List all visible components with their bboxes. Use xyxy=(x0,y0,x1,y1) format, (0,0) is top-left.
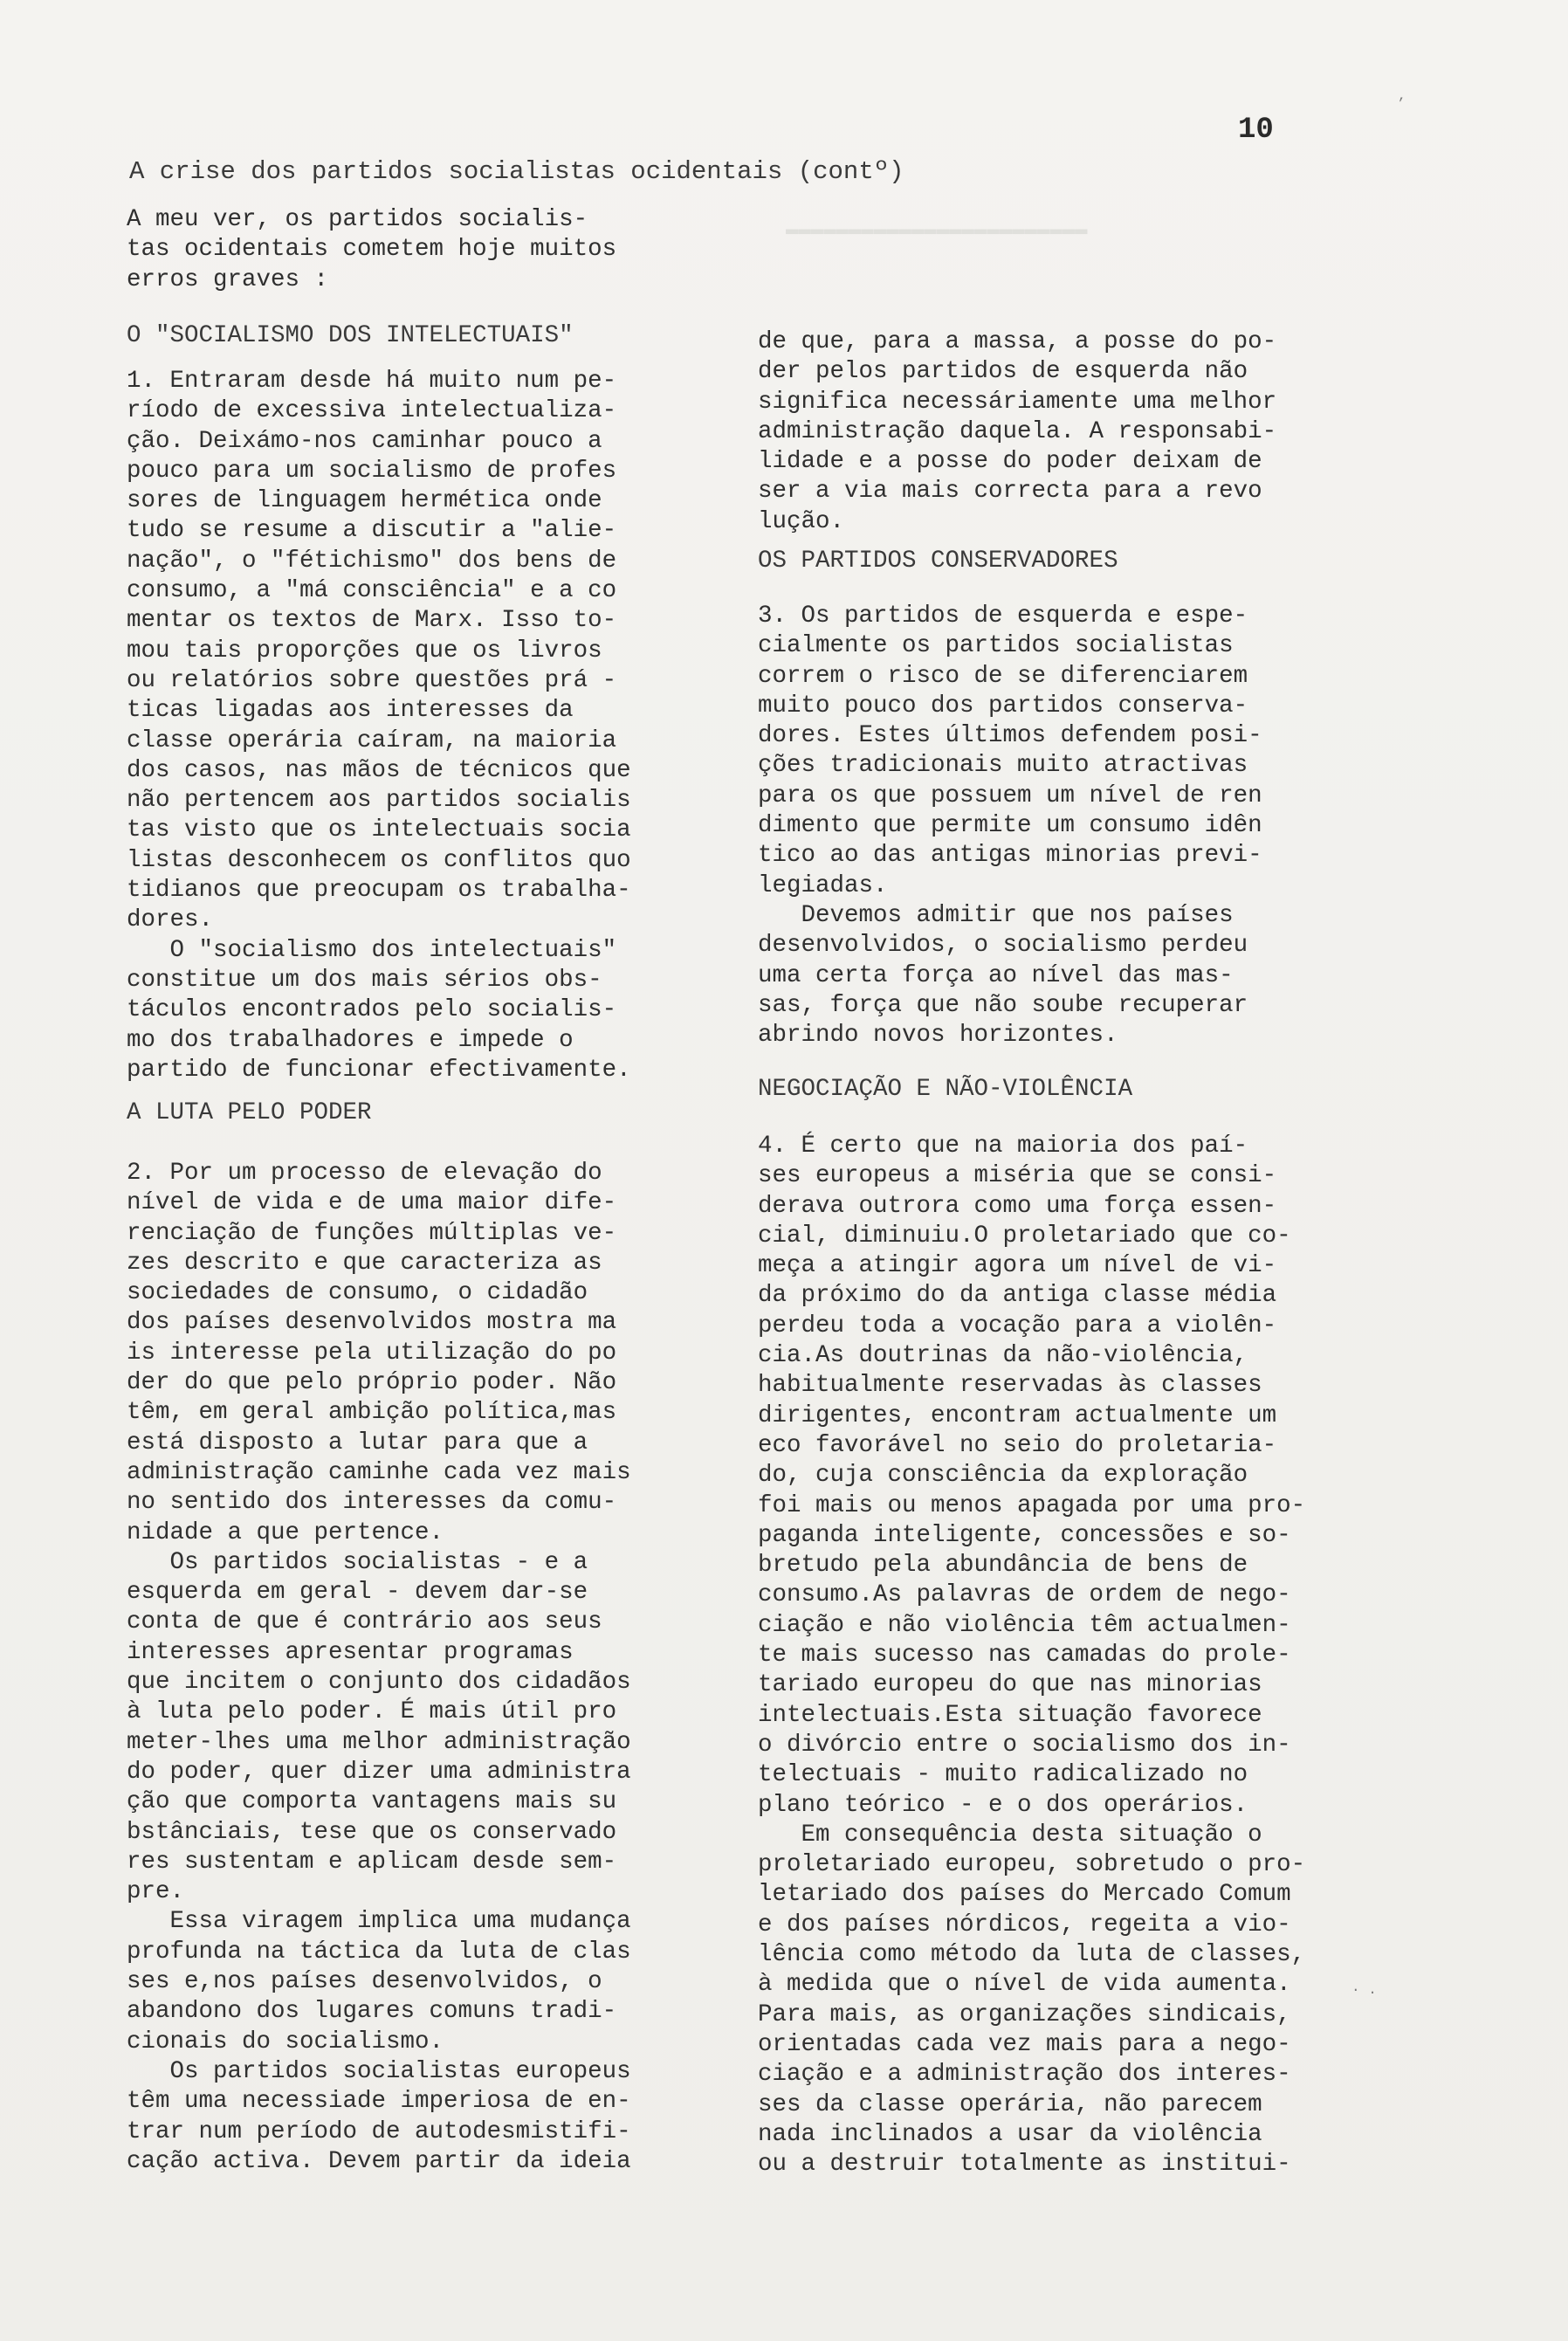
text-line: dos casos, nas mãos de técnicos que xyxy=(127,756,631,784)
text-line: ses e,nos países desenvolvidos, o xyxy=(127,1968,602,1996)
text-line: mentar os textos de Marx. Isso to- xyxy=(127,607,617,635)
text-line: da próximo do da antiga classe média xyxy=(758,1282,1277,1310)
text-line: letariado dos países do Mercado Comum xyxy=(758,1881,1291,1909)
text-line: à luta pelo poder. É mais útil pro xyxy=(127,1698,617,1726)
text-line: cia.As doutrinas da não-violência, xyxy=(758,1342,1248,1370)
text-line: te mais sucesso nas camadas do prole- xyxy=(758,1642,1291,1670)
text-line: der pelos partidos de esquerda não xyxy=(758,358,1248,386)
text-line: nidade a que pertence. xyxy=(127,1518,444,1546)
margin-mark: ’ xyxy=(1397,96,1406,112)
text-line: cialmente os partidos socialistas xyxy=(758,632,1234,660)
text-line: nação", o "fétichismo" dos bens de xyxy=(127,547,617,575)
text-line: profunda na táctica da luta de clas xyxy=(127,1938,631,1966)
text-line: nível de vida e de uma maior dife- xyxy=(127,1189,617,1217)
text-line: dores. Estes últimos defendem posi- xyxy=(758,722,1262,750)
text-line: no sentido dos interesses da comu- xyxy=(127,1489,617,1517)
text-line: sas, força que não soube recuperar xyxy=(758,991,1248,1019)
text-line: telectuais - muito radicalizado no xyxy=(758,1761,1248,1789)
text-line: administração caminhe cada vez mais xyxy=(127,1458,631,1486)
text-line: dos países desenvolvidos mostra ma xyxy=(127,1309,617,1337)
text-line: zes descrito e que caracteriza as xyxy=(127,1249,602,1277)
text-line: ou a destruir totalmente as institui- xyxy=(758,2151,1291,2179)
section-1-text xyxy=(127,367,631,1085)
text-line: der do que pelo próprio poder. Não xyxy=(127,1369,617,1397)
text-line: Devemos admitir que nos países xyxy=(758,901,1234,929)
page-number: 10 xyxy=(1238,114,1274,147)
section-heading-conservatives: OS PARTIDOS CONSERVADORES xyxy=(758,547,1118,575)
text-line: lidade e a posse do poder deixam de xyxy=(758,448,1262,476)
text-line: ções tradicionais muito atractivas xyxy=(758,752,1248,780)
text-line: e dos países nórdicos, regeita a vio- xyxy=(758,1911,1291,1938)
text-line: orientadas cada vez mais para a nego- xyxy=(758,2030,1291,2058)
text-line: renciação de funções múltiplas ve- xyxy=(127,1219,617,1247)
text-line: paganda inteligente, concessões e so- xyxy=(758,1521,1291,1549)
text-line: Para mais, as organizações sindicais, xyxy=(758,2000,1291,2028)
text-line: 1. Entraram desde há muito num pe- xyxy=(127,368,617,395)
text-line: foi mais ou menos apagada por uma pro- xyxy=(758,1491,1306,1519)
text-line: muito pouco dos partidos conserva- xyxy=(758,692,1248,720)
text-line: significa necessáriamente uma melhor xyxy=(758,388,1277,416)
text-line: tico ao das antigas minorias previ- xyxy=(758,842,1262,870)
text-line: is interesse pela utilização do po xyxy=(127,1339,617,1367)
text-line: ses europeus a miséria que se consi- xyxy=(758,1162,1277,1190)
text-line: ção. Deixámo-nos caminhar pouco a xyxy=(127,427,602,455)
text-line: têm, em geral ambição política,mas xyxy=(127,1399,617,1427)
text-line: ses da classe operária, não parecem xyxy=(758,2090,1262,2118)
text-line: plano teórico - e o dos operários. xyxy=(758,1791,1248,1819)
text-line: ção que comporta vantagens mais su xyxy=(127,1788,617,1816)
text-line: tas ocidentais cometem hoje muitos xyxy=(127,236,617,264)
text-line: não pertencem aos partidos socialis xyxy=(127,787,631,815)
text-line: sores de linguagem hermética onde xyxy=(127,487,602,515)
text-line: O "socialismo dos intelectuais" xyxy=(127,936,617,964)
bleed-through-texture: ▬▬▬▬▬▬▬▬▬▬▬▬▬▬▬▬▬▬▬▬▬▬▬▬ xyxy=(786,218,1088,242)
margin-mark: · . xyxy=(1351,1982,1377,1998)
text-line: abrindo novos horizontes. xyxy=(758,1022,1118,1050)
text-line: esquerda em geral - devem dar-se xyxy=(127,1579,588,1607)
text-line: habitualmente reservadas às classes xyxy=(758,1372,1262,1400)
text-line: do, cuja consciência da exploração xyxy=(758,1462,1248,1490)
text-line: administração daquela. A responsabi- xyxy=(758,417,1277,445)
text-line: dimento que permite um consumo idên xyxy=(758,812,1262,840)
text-line: 4. É certo que na maioria dos paí- xyxy=(758,1133,1248,1160)
text-line: ser a via mais correcta para a revo xyxy=(758,478,1262,506)
intro-paragraph xyxy=(127,205,616,295)
text-line: tas visto que os intelectuais socia xyxy=(127,816,631,844)
text-line: proletariado europeu, sobretudo o pro- xyxy=(758,1851,1306,1879)
running-header: A crise dos partidos socialistas ocidentais (contº) xyxy=(129,157,904,186)
text-line: do poder, quer dizer uma administra xyxy=(127,1758,631,1786)
text-line: ticas ligadas aos interesses da xyxy=(127,697,574,725)
text-line: pre. xyxy=(127,1878,185,1906)
text-line: dores. xyxy=(127,906,214,934)
text-line: ciação e a administração dos interes- xyxy=(758,2061,1291,2089)
section-2-text xyxy=(127,1159,631,2177)
text-line: meter-lhes uma melhor administração xyxy=(127,1728,631,1756)
text-line: 3. Os partidos de esquerda e espe- xyxy=(758,602,1248,630)
section-heading-power-struggle: A LUTA PELO PODER xyxy=(127,1099,372,1126)
text-line: de que, para a massa, a posse do po- xyxy=(758,328,1277,355)
section-heading-intellectuals: O "SOCIALISMO DOS INTELECTUAIS" xyxy=(127,322,574,349)
text-line: 2. Por um processo de elevação do xyxy=(127,1160,602,1187)
text-line: bretudo pela abundância de bens de xyxy=(758,1552,1248,1580)
text-line: eco favorável no seio do proletaria- xyxy=(758,1431,1277,1459)
text-line: o divórcio entre o socialismo dos in- xyxy=(758,1731,1291,1759)
text-line: legiadas. xyxy=(758,871,888,899)
text-line: ríodo de excessiva intelectualiza- xyxy=(127,397,617,425)
text-line: consumo.As palavras de ordem de nego- xyxy=(758,1581,1291,1609)
section-4-text xyxy=(758,1132,1305,2179)
text-line: mou tais proporções que os livros xyxy=(127,637,602,664)
text-line: ou relatórios sobre questões prá - xyxy=(127,666,617,694)
text-line: à medida que o nível de vida aumenta. xyxy=(758,1971,1291,1999)
text-line: partido de funcionar efectivamente. xyxy=(127,1056,631,1084)
text-line: meça a atingir agora um nível de vi- xyxy=(758,1252,1277,1280)
text-line: tariado europeu do que nas minorias xyxy=(758,1671,1262,1699)
text-line: interesses apresentar programas xyxy=(127,1638,574,1666)
text-line: Essa viragem implica uma mudança xyxy=(127,1908,631,1936)
text-line: está disposto a lutar para que a xyxy=(127,1429,588,1456)
text-line: lução. xyxy=(758,507,845,535)
text-line: constitue um dos mais sérios obs- xyxy=(127,966,602,994)
text-line: conta de que é contrário aos seus xyxy=(127,1608,602,1636)
text-line: Em consequência desta situação o xyxy=(758,1821,1262,1849)
text-line: uma certa força ao nível das mas- xyxy=(758,961,1234,989)
section-heading-negotiation: NEGOCIAÇÃO E NÃO-VIOLÊNCIA xyxy=(758,1076,1133,1103)
text-line: intelectuais.Esta situação favorece xyxy=(758,1701,1262,1729)
text-line: tidianos que preocupam os trabalha- xyxy=(127,877,631,905)
text-line: consumo, a "má consciência" e a co xyxy=(127,577,617,605)
text-line: que incitem o conjunto dos cidadãos xyxy=(127,1669,631,1697)
text-line: pouco para um socialismo de profes xyxy=(127,457,617,485)
text-line: desenvolvidos, o socialismo perdeu xyxy=(758,932,1248,960)
text-line: A meu ver, os partidos socialis- xyxy=(127,206,588,233)
text-line: tudo se resume a discutir a "alie- xyxy=(127,517,617,545)
text-line: perdeu toda a vocação para a violên- xyxy=(758,1312,1277,1339)
text-line: derava outrora como uma força essen- xyxy=(758,1192,1277,1220)
text-line: ciação e não violência têm actualmen- xyxy=(758,1611,1291,1639)
text-line: Os partidos socialistas - e a xyxy=(127,1548,588,1576)
text-line: nada inclinados a usar da violência xyxy=(758,2120,1262,2148)
section-2-continuation xyxy=(758,327,1276,537)
text-line: cial, diminuiu.O proletariado que co- xyxy=(758,1222,1291,1250)
text-line: mo dos trabalhadores e impede o xyxy=(127,1026,574,1054)
text-line: classe operária caíram, na maioria xyxy=(127,726,617,754)
text-line: listas desconhecem os conflitos quo xyxy=(127,846,631,874)
text-line: para os que possuem um nível de ren xyxy=(758,781,1262,809)
text-line: sociedades de consumo, o cidadão xyxy=(127,1279,588,1307)
text-line: abandono dos lugares comuns tradi- xyxy=(127,1998,617,2026)
text-line: lência como método da luta de classes, xyxy=(758,1941,1306,1969)
text-line: cação activa. Devem partir da ideia xyxy=(127,2147,631,2175)
text-line: correm o risco de se diferenciarem xyxy=(758,662,1248,690)
text-line: cionais do socialismo. xyxy=(127,2028,444,2055)
text-line: Os partidos socialistas europeus xyxy=(127,2057,631,2085)
text-line: res sustentam e aplicam desde sem- xyxy=(127,1848,617,1876)
section-3-text xyxy=(758,602,1262,1050)
text-line: trar num período de autodesmistifi- xyxy=(127,2117,631,2145)
text-line: dirigentes, encontram actualmente um xyxy=(758,1401,1277,1429)
text-line: táculos encontrados pelo socialis- xyxy=(127,996,617,1024)
text-line: erros graves : xyxy=(127,265,329,293)
text-line: bstânciais, tese que os conservado xyxy=(127,1818,617,1846)
text-line: têm uma necessiade imperiosa de en- xyxy=(127,2088,631,2116)
